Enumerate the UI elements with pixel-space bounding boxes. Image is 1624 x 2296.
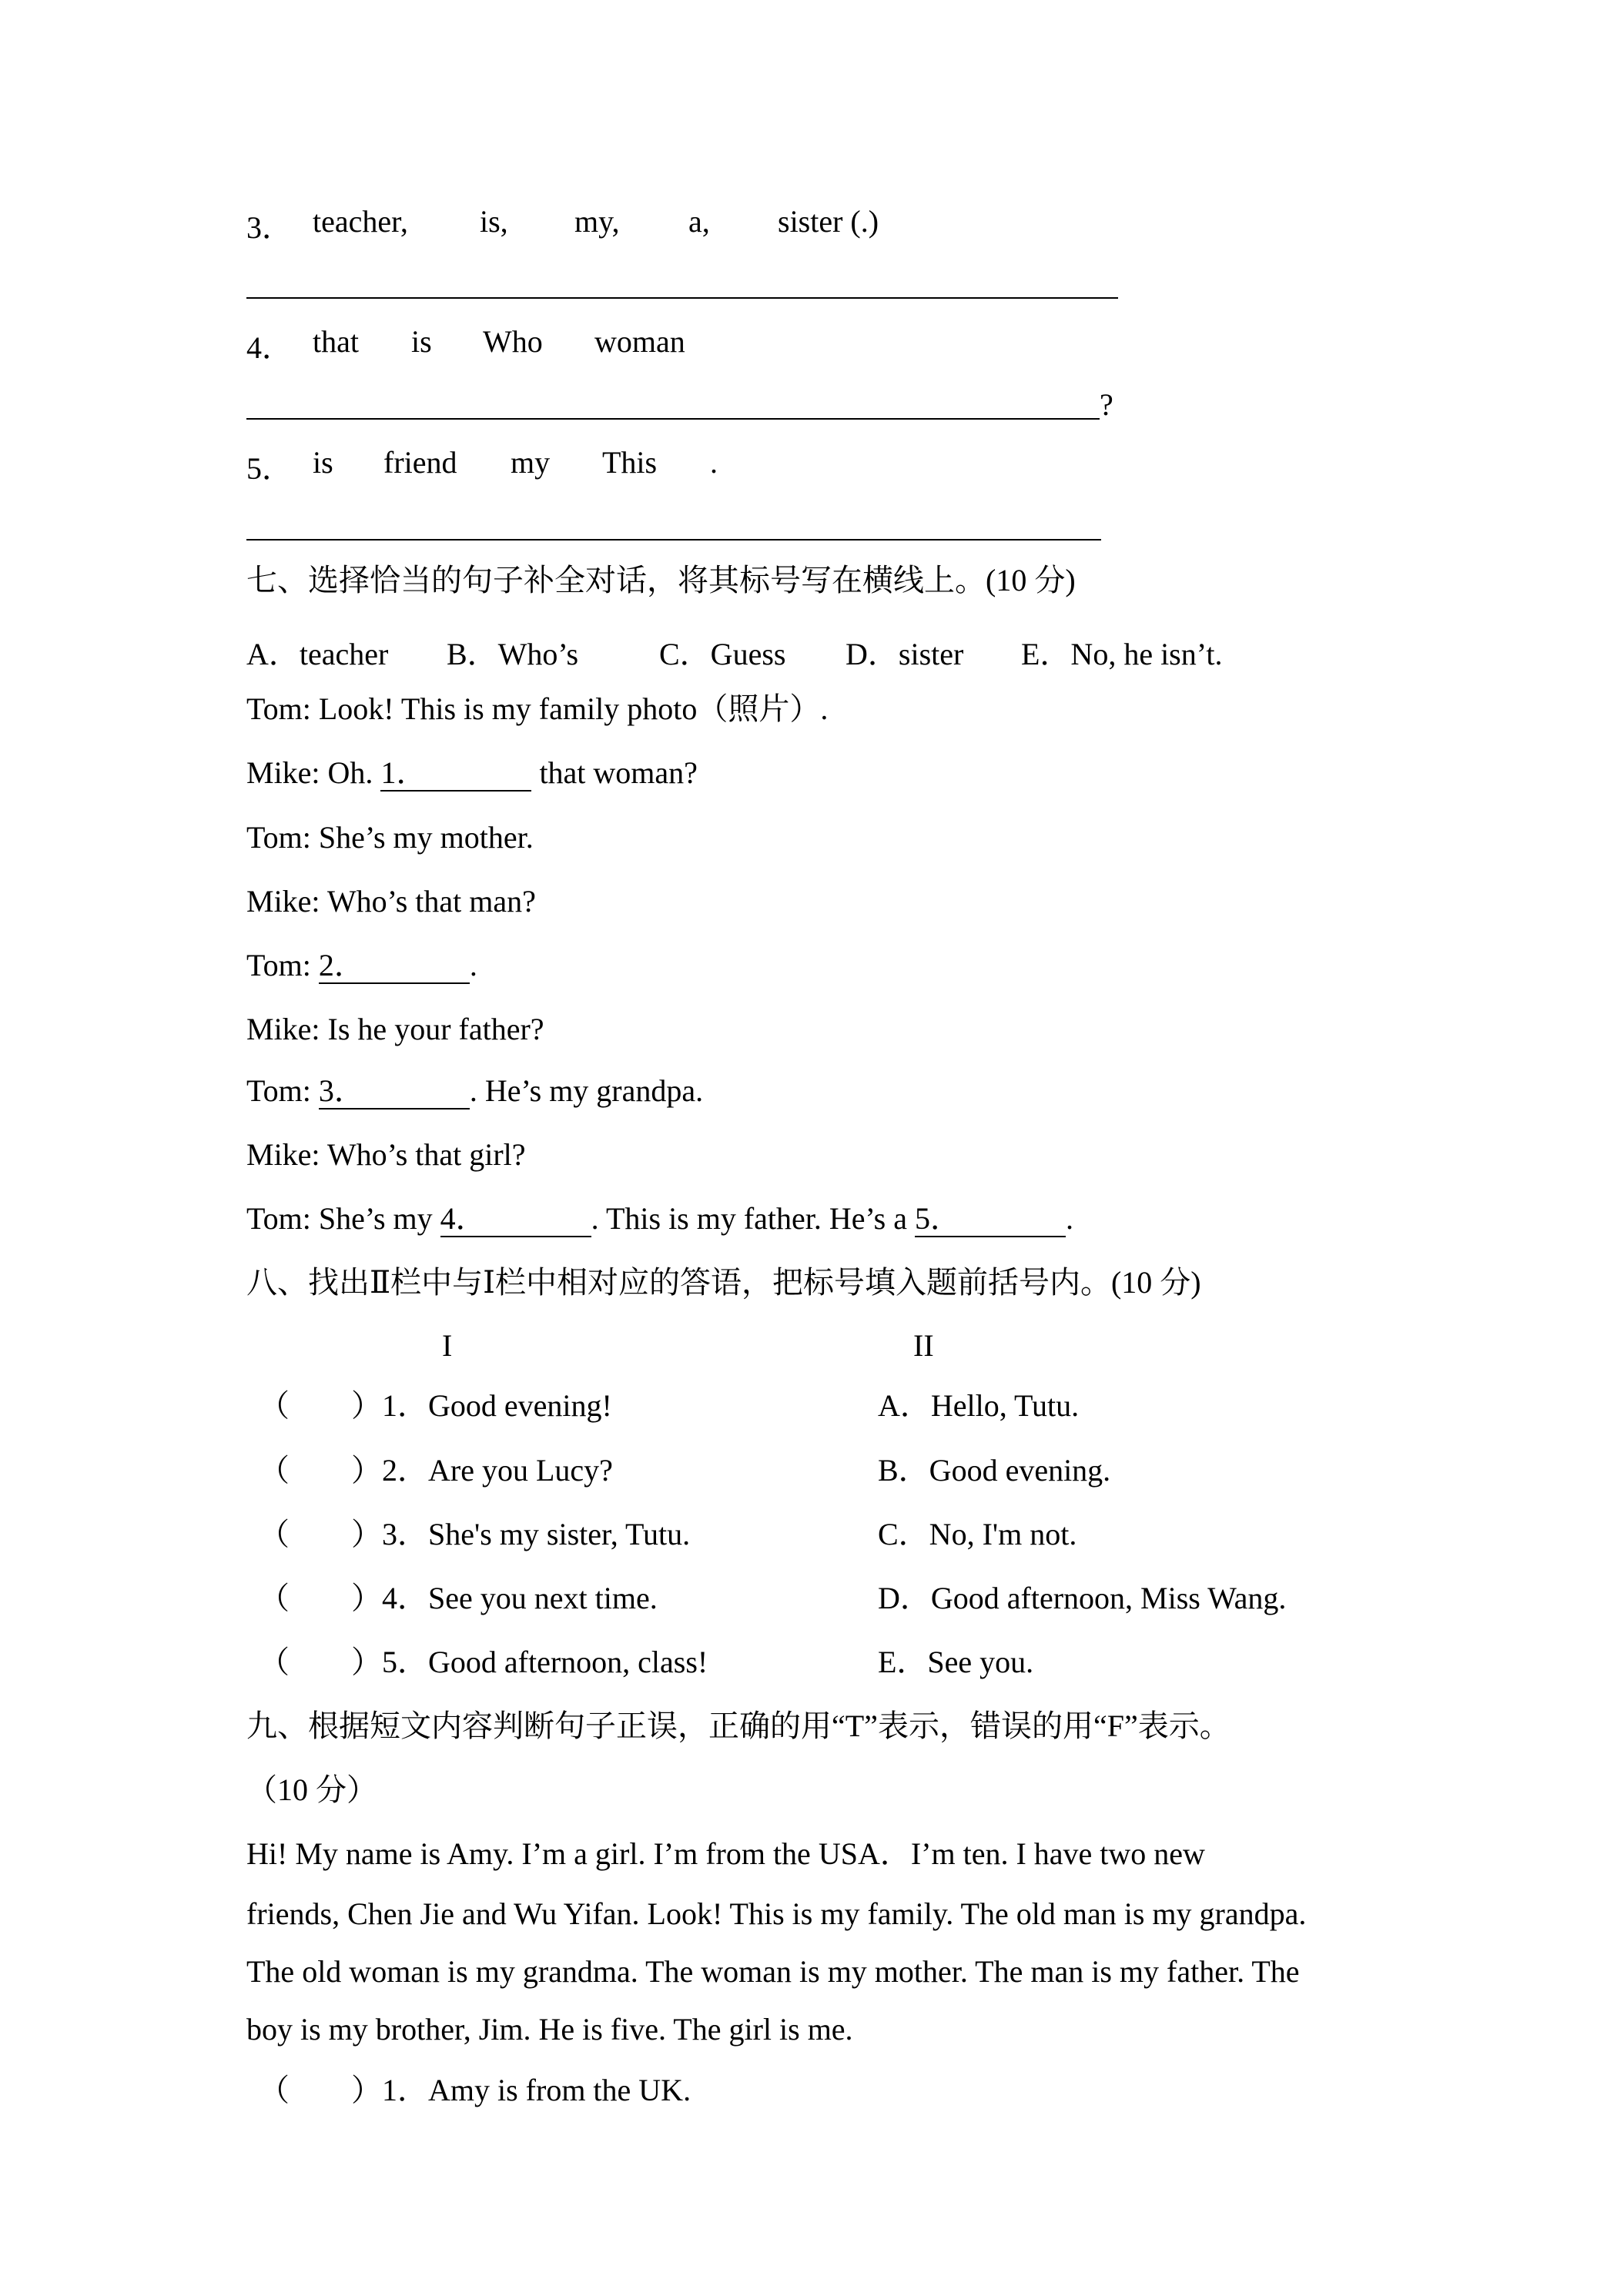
dialogue-line: Tom: She’s my mother. bbox=[246, 820, 534, 855]
dialogue-text: Tom: bbox=[246, 1073, 319, 1108]
match-question: （ ）1．Good evening! bbox=[259, 1388, 612, 1423]
dialogue-line bbox=[246, 755, 698, 792]
dialogue-text: Tom: bbox=[246, 948, 319, 982]
answer-blank-2[interactable]: 2． bbox=[319, 950, 470, 984]
word: is bbox=[411, 324, 432, 359]
option-b: B．Who’s bbox=[447, 637, 579, 671]
dialogue-line: Mike: Who’s that girl? bbox=[246, 1137, 526, 1172]
dialogue-text: . This is my father. He’s a bbox=[591, 1201, 915, 1236]
item-number: 3． bbox=[246, 210, 293, 245]
dialogue-text: . He’s my grandpa. bbox=[469, 1073, 704, 1108]
match-answer: E．See you. bbox=[878, 1645, 1034, 1679]
dialogue-line bbox=[246, 1203, 1073, 1237]
word: sister (.) bbox=[778, 204, 879, 239]
dialogue-text: that woman? bbox=[531, 755, 698, 790]
dialogue-line bbox=[246, 950, 477, 984]
answer-blank-1[interactable]: 1． bbox=[380, 758, 531, 792]
match-answer: B．Good evening. bbox=[878, 1453, 1111, 1488]
answer-blank-5[interactable]: 5． bbox=[915, 1203, 1066, 1237]
dialogue-line: Mike: Is he your father? bbox=[246, 1012, 544, 1046]
answer-line[interactable] bbox=[246, 539, 1101, 541]
column-1-header: I bbox=[442, 1328, 453, 1363]
word: woman bbox=[594, 324, 685, 359]
section-8-title: 八、找出Ⅱ栏中与Ⅰ栏中相对应的答语，把标号填入题前括号内。(10 分) bbox=[246, 1265, 1201, 1300]
option-c: C．Guess bbox=[659, 637, 786, 671]
word: my bbox=[511, 445, 551, 480]
option-a: A．teacher bbox=[246, 637, 389, 671]
word: friend bbox=[383, 445, 457, 480]
answer-blank-4[interactable]: 4． bbox=[440, 1203, 591, 1237]
dialogue-text: . bbox=[469, 948, 477, 982]
word: a, bbox=[688, 204, 710, 239]
option-e: E．No, he isn’t. bbox=[1021, 637, 1223, 671]
word: This bbox=[602, 445, 658, 480]
word: is, bbox=[480, 204, 508, 239]
item-number: 5． bbox=[246, 451, 293, 486]
answer-line[interactable] bbox=[246, 418, 1100, 420]
judge-question: （ ）1．Amy is from the UK. bbox=[259, 2073, 691, 2107]
word: that bbox=[313, 324, 359, 359]
passage-line: boy is my brother, Jim. He is five. The girl is me. bbox=[246, 2012, 853, 2047]
end-punct: ? bbox=[1100, 387, 1113, 422]
dialogue-line bbox=[246, 1073, 704, 1110]
passage-line: Hi! My name is Amy. I’m a girl. I’m from the USA．I’m ten. I have two new bbox=[246, 1836, 1205, 1871]
match-question: （ ）4．See you next time. bbox=[259, 1581, 658, 1615]
match-answer: A．Hello, Tutu. bbox=[878, 1388, 1080, 1423]
word: teacher, bbox=[313, 204, 408, 239]
word: my, bbox=[574, 204, 620, 239]
word: is bbox=[313, 445, 333, 480]
passage-line: The old woman is my grandma. The woman is my mother. The man is my father. The bbox=[246, 1954, 1300, 1989]
word: Who bbox=[483, 324, 543, 359]
answer-line[interactable] bbox=[246, 297, 1118, 299]
match-question: （ ）2．Are you Lucy? bbox=[259, 1453, 613, 1488]
section-9-score: （10 分） bbox=[246, 1772, 377, 1807]
dialogue-line: Mike: Who’s that man? bbox=[246, 884, 536, 919]
answer-blank-3[interactable]: 3． bbox=[319, 1076, 470, 1110]
item-number: 4． bbox=[246, 330, 293, 365]
option-d: D．sister bbox=[845, 637, 964, 671]
dialogue-text: . bbox=[1065, 1201, 1073, 1236]
match-answer: C．No, I'm not. bbox=[878, 1517, 1077, 1551]
dialogue-line: Tom: Look! This is my family photo（照片）. bbox=[246, 691, 829, 726]
dialogue-text: Tom: She’s my bbox=[246, 1201, 440, 1236]
section-9-title: 九、根据短文内容判断句子正误，正确的用“T”表示，错误的用“F”表示。 bbox=[246, 1709, 1231, 1743]
dialogue-text: Mike: Oh. bbox=[246, 755, 381, 790]
word: . bbox=[710, 445, 718, 480]
column-2-header: II bbox=[913, 1328, 934, 1363]
section-7-title: 七、选择恰当的句子补全对话，将其标号写在横线上。(10 分) bbox=[246, 563, 1076, 597]
match-question: （ ）5．Good afternoon, class! bbox=[259, 1645, 708, 1679]
match-answer: D．Good afternoon, Miss Wang. bbox=[878, 1581, 1287, 1615]
match-question: （ ）3．She's my sister, Tutu. bbox=[259, 1517, 691, 1551]
passage-line: friends, Chen Jie and Wu Yifan. Look! This is my family. The old man is my grandpa. bbox=[246, 1896, 1307, 1931]
